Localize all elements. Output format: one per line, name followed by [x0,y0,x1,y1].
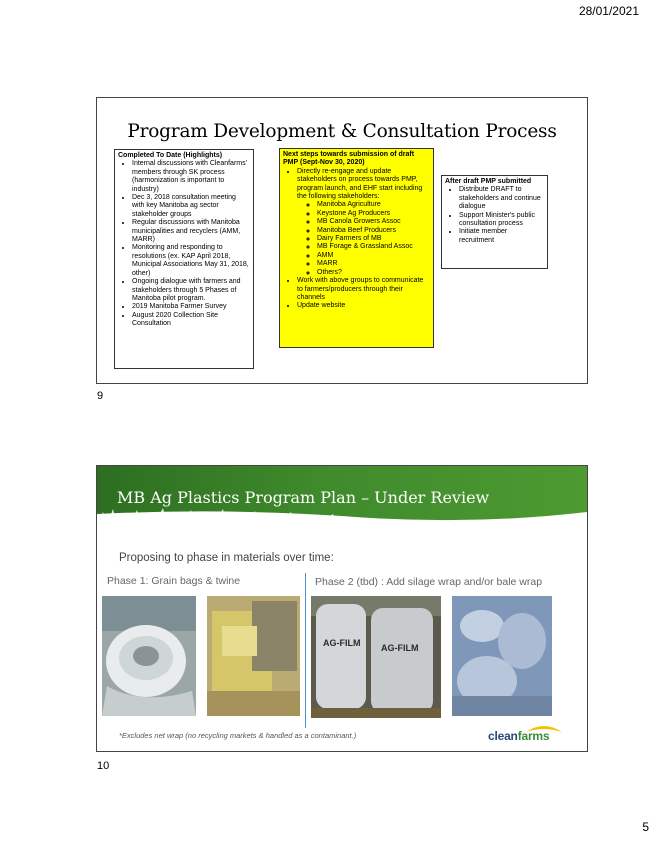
footnote: *Excludes net wrap (no recycling markets & handled as a contaminant.) [119,731,357,740]
stakeholder-item: ◦ Others? [317,269,430,277]
after-draft-box [441,175,548,269]
box-heading: Next steps towards submission of draft PMP (Sept-Nov 30, 2020) [283,151,415,167]
grass-decoration [97,504,587,538]
logo-wordmark [488,729,549,743]
list-item: • Dec 3, 2018 consultation meeting with key Manitoba ag sector stakeholder groups [132,194,250,219]
slide-title: MB Ag Plastics Program Plan – Under Review [117,488,490,507]
svg-text:AG-FILM: AG-FILM [323,638,361,648]
slide-number: 9 [97,390,104,402]
list-item: • Support Minister's public consultation process [459,212,544,229]
list-item: • Regular discussions with Manitoba municipalities and recyclers (AMM, MARR) [132,219,250,244]
phase-divider [305,573,306,728]
svg-text:AG-FILM: AG-FILM [381,643,419,653]
list-item: • Monitoring and responding to resolutions (ex. KAP April 2018, Municipal Associations May 31, 2018, other) [132,244,250,278]
slide-9 [96,97,588,384]
stakeholder-item: ◦ Dairy Farmers of MB [317,235,430,243]
list-item: • Work with above groups to communicate to farmers/producers through their channels [297,277,430,302]
cleanfarms-logo [488,723,568,745]
completed-to-date-box [114,149,254,369]
stakeholder-item: ◦ Manitoba Beef Producers [317,227,430,235]
phase-2-label: Phase 2 (tbd) : Add silage wrap and/or bale wrap [315,576,543,588]
next-steps-box [279,148,434,348]
list-item: • Internal discussions with Cleanfarms' members through SK process (harmonization is important to industry) [132,160,250,194]
subtitle: Proposing to phase in materials over time: [119,552,334,564]
box-heading: Completed To Date (Highlights) [118,152,223,159]
ag-film-bags-photo [311,596,441,718]
list-item: • Ongoing dialogue with farmers and stakeholders through 5 Phases of Manitoba pilot program. [132,278,250,303]
logo-word-b: farms [517,729,550,743]
stakeholder-item: ◦ MARR [317,260,430,268]
list-item-text: Directly re-engage and update stakeholders on process towards PMP, program launch, and EHF start including the following stakeholders: [297,167,423,201]
stakeholder-item: ◦ MB Canola Growers Assoc [317,218,430,226]
list-item: • Update website [297,302,430,310]
phase-1-label: Phase 1: Grain bags & twine [107,575,241,587]
slide-10 [96,465,588,752]
print-date: 28/01/2021 [578,4,639,18]
list-item: • Distribute DRAFT to stakeholders and continue dialogue [459,186,544,211]
list-item [297,168,430,277]
stakeholder-item: ◦ Manitoba Agriculture [317,201,430,209]
page-number: 5 [642,820,649,834]
silage-wrap-photo [452,596,552,716]
logo-word-a: clean [488,729,518,743]
box-heading: After draft PMP submitted [445,178,532,185]
stakeholder-item: ◦ Keystone Ag Producers [317,210,430,218]
stakeholder-item: ◦ MB Forage & Grassland Assoc [317,243,430,251]
twine-bags-photo [207,596,300,716]
list-item: • 2019 Manitoba Farmer Survey [132,303,250,311]
slide-number: 10 [97,760,110,772]
slide-title: Program Development & Consultation Process [127,121,557,142]
list-item: • August 2020 Collection Site Consultation [132,312,250,329]
grain-bag-roll-photo [102,596,196,716]
list-item: • Initiate member recruitment [459,228,544,245]
stakeholder-item: ◦ AMM [317,252,430,260]
